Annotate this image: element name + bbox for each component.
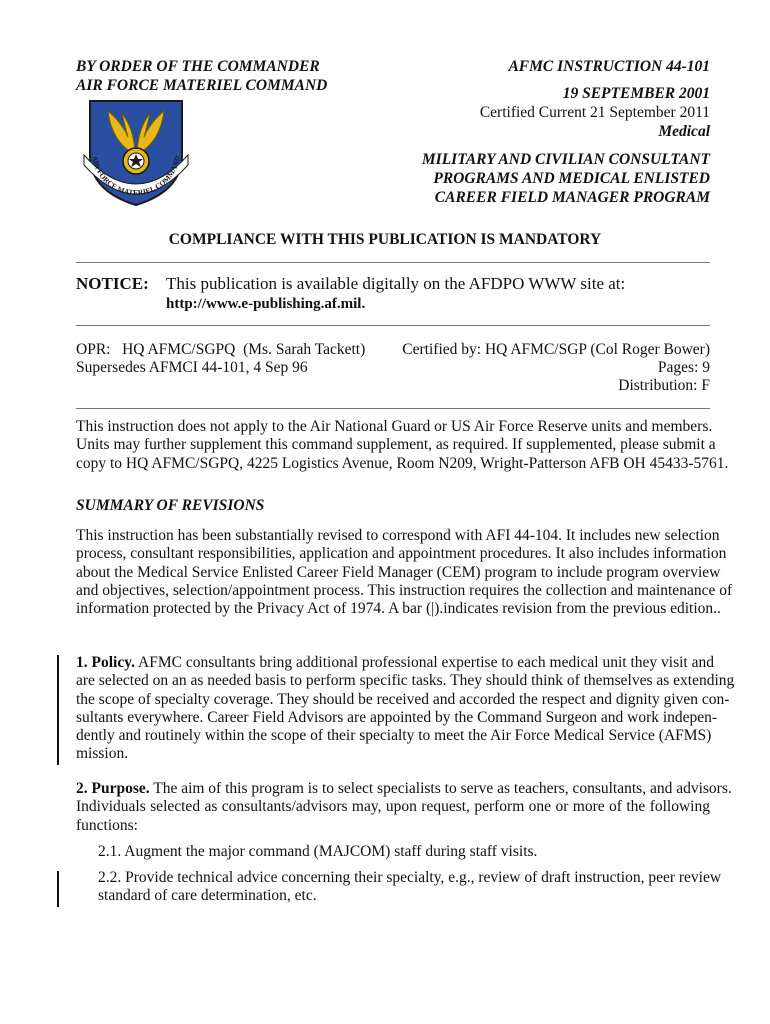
summary-heading: SUMMARY OF REVISIONS xyxy=(76,497,265,514)
publication-header xyxy=(480,57,710,141)
purpose-label: 2. Purpose. xyxy=(76,780,150,797)
title-line-2: PROGRAMS AND MEDICAL ENLISTED xyxy=(433,170,710,187)
paragraph-line: standard of care determination, etc. xyxy=(98,887,317,905)
title-line-3: CAREER FIELD MANAGER PROGRAM xyxy=(434,189,710,206)
divider xyxy=(76,262,710,263)
paragraph-line: and objectives, selection/appointment process. This instruction requires the collection and maintenance of xyxy=(76,581,733,599)
paragraph-line xyxy=(76,780,732,798)
paragraph-line: the scope of specialty coverage. They should be received and accorded the respect and dignity given con- xyxy=(76,690,730,708)
applicability-paragraph xyxy=(76,418,729,473)
paragraph-line xyxy=(76,654,714,672)
item-2-2 xyxy=(98,869,722,906)
paragraph-line: copy to HQ AFMC/SGPQ, 4225 Logistics Avenue, Room N209, Wright-Patterson AFB OH 45433-5761. xyxy=(76,454,729,472)
paragraph-line: are selected on an as needed basis to perform specific tasks. They should think of themselves as extending xyxy=(76,672,735,690)
paragraph-line: Individuals selected as consultants/advisors may, upon request, perform one or more of the following xyxy=(76,798,710,816)
publication-title xyxy=(422,150,710,207)
item-2-1: 2.1. Augment the major command (MAJCOM) staff during staff visits. xyxy=(98,843,538,860)
paragraph-line: information protected by the Privacy Act of 1974. A bar (|).indicates revision from the previous edition.. xyxy=(76,600,721,618)
afmc-seal-icon xyxy=(78,93,194,209)
notice-label: NOTICE: xyxy=(76,274,149,293)
opr-block xyxy=(76,341,365,377)
publication-date: 19 SEPTEMBER 2001 xyxy=(562,85,710,102)
opr: OPR: HQ AFMC/SGPQ (Ms. Sarah Tackett) xyxy=(76,341,366,358)
title-line-1: MILITARY AND CIVILIAN CONSULTANT xyxy=(421,151,710,168)
policy-first-line: AFMC consultants bring additional professional expertise to each medical unit they visit and xyxy=(134,654,714,671)
notice-text: This publication is available digitally on the AFDPO WWW site at: xyxy=(166,274,626,293)
compliance-statement: COMPLIANCE WITH THIS PUBLICATION IS MANDATORY xyxy=(168,231,602,248)
paragraph-line: This instruction has been substantially revised to correspond with AFI 44-104. It includes new selection xyxy=(76,527,720,544)
issuing-authority xyxy=(76,57,327,95)
policy-paragraph xyxy=(76,654,735,764)
purpose-paragraph xyxy=(76,780,732,835)
distribution: Distribution: F xyxy=(618,377,710,394)
purpose-first-line: The aim of this program is to select specialists to serve as teachers, consultants, and advisors. xyxy=(149,780,732,797)
certified-current: Certified Current 21 September 2011 xyxy=(479,104,710,121)
revision-bar xyxy=(57,871,59,907)
paragraph-line: This instruction does not apply to the Air National Guard or US Air Force Reserve units and members. xyxy=(76,418,713,435)
authority-line-2: AIR FORCE MATERIEL COMMAND xyxy=(76,77,328,94)
paragraph-line: sultants everywhere. Career Field Advisors are appointed by the Command Surgeon and work indepen- xyxy=(76,708,718,726)
summary-paragraph xyxy=(76,527,733,618)
paragraph-line: functions: xyxy=(76,816,138,834)
category: Medical xyxy=(658,123,710,140)
supersedes: Supersedes AFMCI 44-101, 4 Sep 96 xyxy=(76,359,308,376)
instruction-number: AFMC INSTRUCTION 44-101 xyxy=(508,58,710,75)
policy-label: 1. Policy. xyxy=(76,654,135,671)
seal-text: AIR FORCE MATERIEL COMMAND xyxy=(90,155,182,198)
paragraph-line: 2.2. Provide technical advice concerning their specialty, e.g., review of draft instruction, peer review xyxy=(98,869,722,886)
paragraph-line: Units may further supplement this command supplement, as required. If supplemented, please submit a xyxy=(76,436,716,454)
revision-bar xyxy=(57,655,59,765)
divider xyxy=(76,325,710,326)
divider xyxy=(76,408,710,409)
certification-block xyxy=(402,341,710,395)
paragraph-line: about the Medical Service Enlisted Career Field Manager (CEM) program to include program overview xyxy=(76,563,721,581)
paragraph-line: mission. xyxy=(76,745,129,763)
afdpo-link[interactable]: http://www.e-publishing.af.mil. xyxy=(166,296,366,312)
paragraph-line: process, consultant responsibilities, application and appointment procedures. It also includes information xyxy=(76,545,727,563)
paragraph-line: dently and routinely within the scope of their specialty to meet the Air Force Medical Service (AFMS) xyxy=(76,727,712,745)
certified-by: Certified by: HQ AFMC/SGP (Col Roger Bower) xyxy=(402,341,710,358)
pages: Pages: 9 xyxy=(657,359,710,376)
authority-line-1: BY ORDER OF THE COMMANDER xyxy=(76,58,320,75)
